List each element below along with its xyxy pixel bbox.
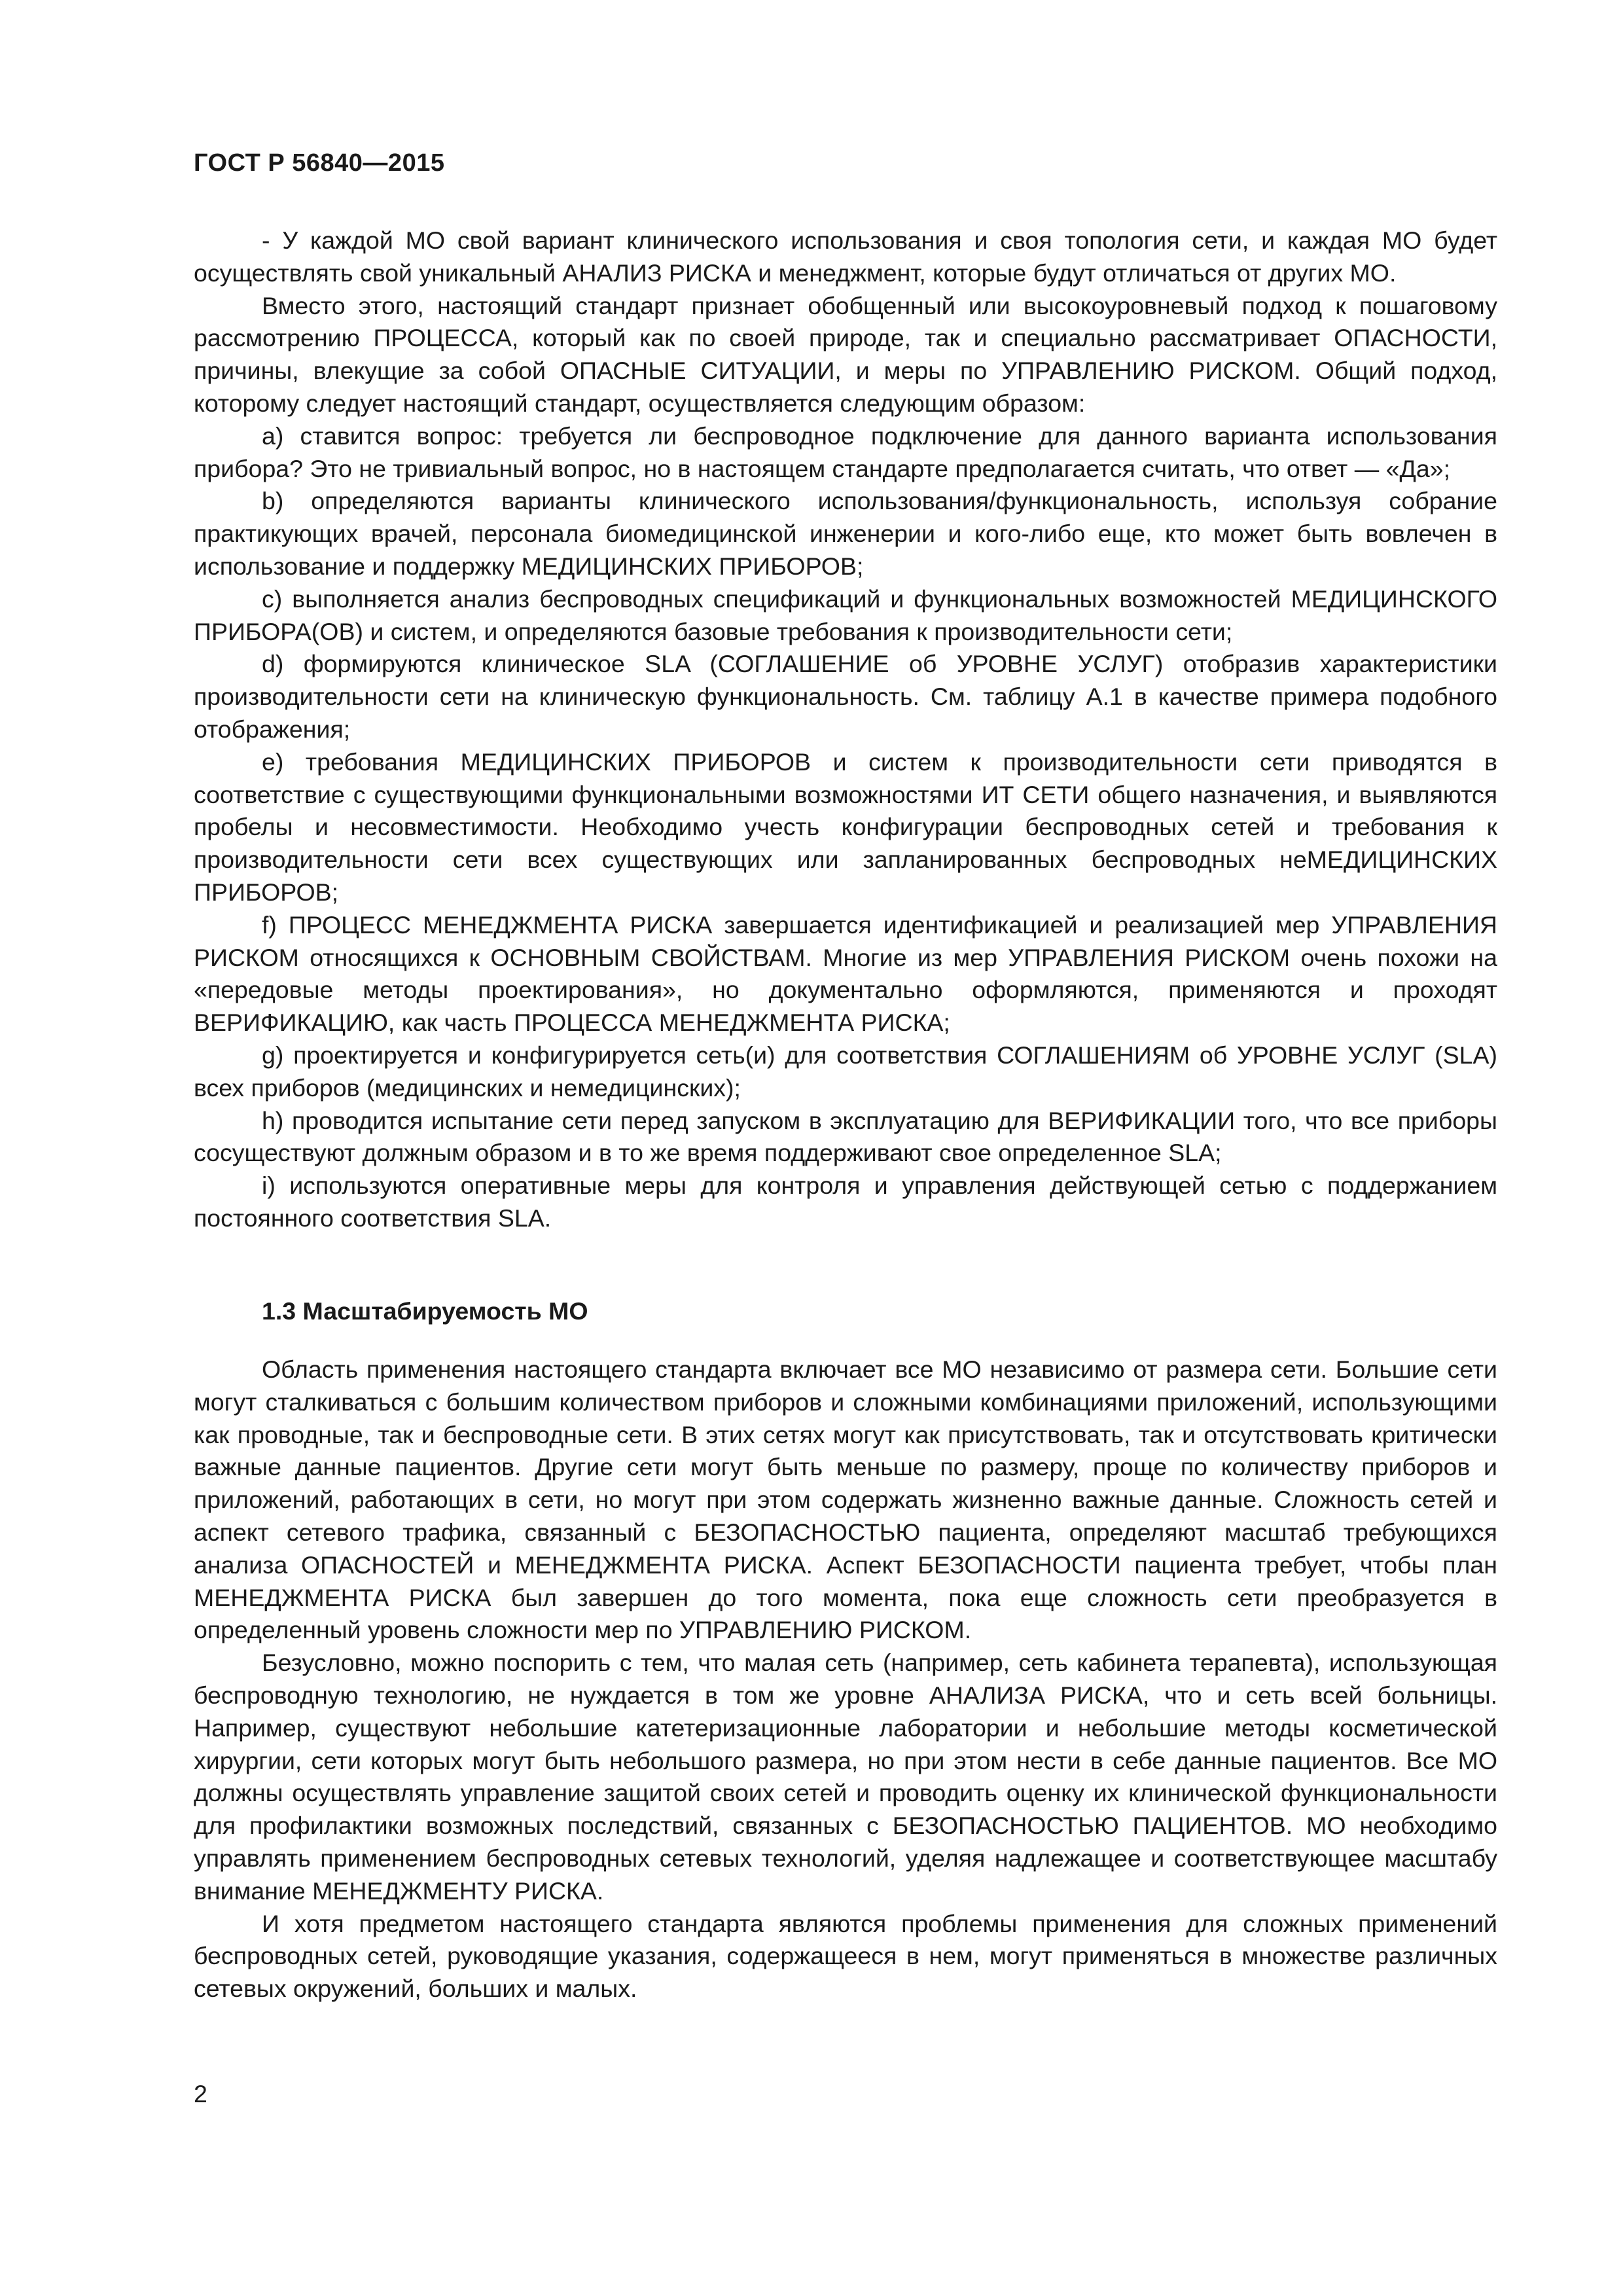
section-heading: 1.3 Масштабируемость МО — [262, 1297, 588, 1325]
list-item-i: i) используются оперативные меры для контроля и управления действующей сетью с поддержанием постоянного соответствия SLA. — [194, 1172, 1497, 1232]
intro-text-block — [194, 224, 1497, 1235]
paragraph: Вместо этого, настоящий стандарт признает обобщенный или высокоуровневый подход к пошаговому рассмотрению ПРОЦЕССА, который как по своей природе, так и специально рассматривает ОПАСНОСТИ, причины, влекущие за собой ОПАСНЫЕ СИТУАЦИИ, и меры по УПРАВЛЕНИЮ РИСКОМ. Общий подход, которому следует настоящий стандарт, осуществляется следующим образом: — [194, 291, 1497, 417]
paragraph: Область применения настоящего стандарта включает все МО независимо от размера сети. Большие сети могут сталкиваться с большим количеством приборов и сложными комбинациями приложений, использующими как проводные, так и беспроводные сети. В этих сетях могут как присутствовать, так и отсутствовать критически важные данные пациентов. Другие сети могут быть меньше по размеру, проще по количеству приборов и приложений, работающих в сети, но могут при этом содержать жизненно важные данные. Сложность сетей и аспект сетевого трафика, связанный с БЕЗОПАСНОСТЬЮ пациента, определяют масштаб требующихся анализа ОПАСНОСТЕЙ и МЕНЕДЖМЕНТА РИСКА. Аспект БЕЗОПАСНОСТИ пациента требует, чтобы план МЕНЕДЖМЕНТА РИСКА был завершен до того момента, пока еще сложность сети преобразуется в определенный уровень сложности мер по УПРАВЛЕНИЮ РИСКОМ. — [194, 1355, 1497, 1644]
section-text-block — [194, 1354, 1497, 2005]
paragraph: И хотя предметом настоящего стандарта являются проблемы применения для сложных применений беспроводных сетей, руководящие указания, содержащееся в нем, могут применяться в множестве различных сетевых окружений, больших и малых. — [194, 1909, 1497, 2003]
list-item-f: f) ПРОЦЕСС МЕНЕДЖМЕНТА РИСКА завершается идентификацией и реализацией мер УПРАВЛЕНИЯ РИСКОМ относящихся к ОСНОВНЫМ СВОЙСТВАМ. Многие из мер УПРАВЛЕНИЯ РИСКОМ очень похожи на «передовые методы проектирования», но документально оформляются, применяются и проходят ВЕРИФИКАЦИЮ, как часть ПРОЦЕССА МЕНЕДЖМЕНТА РИСКА; — [194, 910, 1497, 1037]
paragraph: Безусловно, можно поспорить с тем, что малая сеть (например, сеть кабинета терапевта), использующая беспроводную технологию, не нуждается в том же уровне АНАЛИЗА РИСКА, что и сеть всей больницы. Например, существуют небольшие катетеризационные лаборатории и небольшие методы косметической хирургии, сети которых могут быть небольшого размера, но при этом нести в себе данные пациентов. Все МО должны осуществлять управление защитой своих сетей и проводить оценку их клинической функциональности для профилактики возможных последствий, связанных с БЕЗОПАСНОСТЬЮ ПАЦИЕНТОВ. МО необходимо управлять применением беспроводных сетевых технологий, уделяя надлежащее и соответствующее масштабу внимание МЕНЕДЖМЕНТУ РИСКА. — [194, 1649, 1497, 1905]
list-item-d: d) формируются клиническое SLA (СОГЛАШЕНИЕ об УРОВНЕ УСЛУГ) отобразив характеристики производительности сети на клиническую функциональность. См. таблицу А.1 в качестве примера подобного отображения; — [194, 650, 1497, 743]
list-item-c: с) выполняется анализ беспроводных спецификаций и функциональных возможностей МЕДИЦИНСКОГО ПРИБОРА(ОВ) и систем, и определяются базовые требования к производительности сети; — [194, 584, 1497, 645]
document-code-header: ГОСТ Р 56840—2015 — [194, 149, 445, 177]
paragraph: - У каждой МО свой вариант клинического использования и своя топология сети, и каждая МО будет осуществлять свой уникальный АНАЛИЗ РИСКА и менеджмент, которые будут отличаться от других МО. — [194, 226, 1497, 287]
page-number: 2 — [194, 2080, 207, 2108]
list-item-e: е) требования МЕДИЦИНСКИХ ПРИБОРОВ и систем к производительности сети приводятся в соответствие с существующими функциональными возможностями ИТ СЕТИ общего назначения, и выявляются пробелы и несовместимости. Необходимо учесть конфигурации беспроводных сетей и требования к производительности сети всех существующих или запланированных беспроводных неМЕДИЦИНСКИХ ПРИБОРОВ; — [194, 747, 1497, 906]
list-item-g: g) проектируется и конфигурируется сеть(и) для соответствия СОГЛАШЕНИЯМ об УРОВНЕ УСЛУГ (SLA) всех приборов (медицинских и немедицинских); — [194, 1041, 1497, 1102]
list-item-b: b) определяются варианты клинического использования/функциональность, используя собрание практикующих врачей, персонала биомедицинской инженерии и кого-либо еще, кто может быть вовлечен в использование и поддержку МЕДИЦИНСКИХ ПРИБОРОВ; — [194, 487, 1497, 580]
list-item-a: а) ставится вопрос: требуется ли беспроводное подключение для данного варианта использования прибора? Это не тривиальный вопрос, но в настоящем стандарте предполагается считать, что ответ — «Да»; — [194, 422, 1497, 482]
list-item-h: h) проводится испытание сети перед запуском в эксплуатацию для ВЕРИФИКАЦИИ того, что все приборы сосуществуют должным образом и в то же время поддерживают свое определенное SLA; — [194, 1106, 1497, 1167]
